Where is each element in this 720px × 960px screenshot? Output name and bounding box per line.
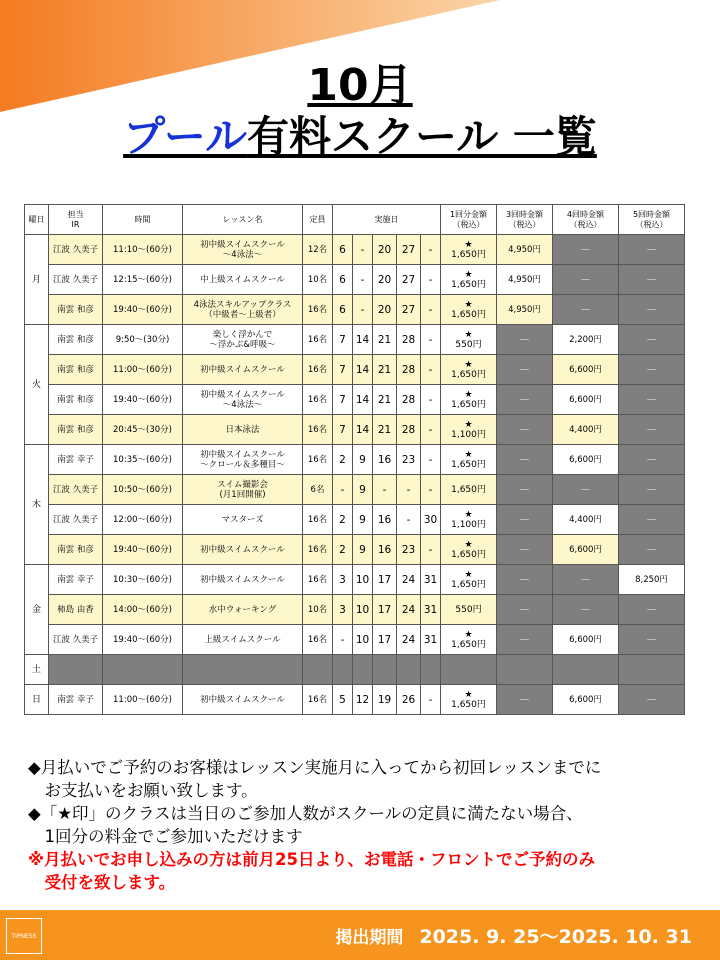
day-cell: 土 <box>25 655 49 685</box>
time-cell: 19:40～(60分) <box>103 295 183 325</box>
note-line: お支払いをお願い致します。 <box>28 781 258 800</box>
instructor-cell: 江波 久美子 <box>49 265 103 295</box>
table-row <box>25 655 685 685</box>
date-cell: 10 <box>353 625 373 655</box>
price-1-cell: ★ 1,650円 <box>441 625 497 655</box>
date-cell: - <box>333 475 353 505</box>
price-1-cell: ★ 1,650円 <box>441 535 497 565</box>
table-row <box>25 475 685 505</box>
price-3-cell: － <box>497 415 553 445</box>
date-cell: 6 <box>333 295 353 325</box>
time-cell: 19:40～(60分) <box>103 535 183 565</box>
date-cell: 31 <box>421 625 441 655</box>
date-cell: 17 <box>373 565 397 595</box>
capacity-cell: 12名 <box>303 235 333 265</box>
note-line: ◆月払いでご予約のお客様はレッスン実施月に入ってから初回レッスンまでに <box>28 758 602 777</box>
date-cell: 2 <box>333 535 353 565</box>
table-row <box>25 565 685 595</box>
date-cell: - <box>353 295 373 325</box>
instructor-cell: 江波 久美子 <box>49 505 103 535</box>
capacity-cell: 16名 <box>303 295 333 325</box>
price-5-cell: － <box>619 595 685 625</box>
day-cell: 月 <box>25 235 49 325</box>
date-cell: 28 <box>397 355 421 385</box>
date-cell: 21 <box>373 385 397 415</box>
date-cell: - <box>421 475 441 505</box>
date-cell: 2 <box>333 505 353 535</box>
price-5-cell: － <box>619 625 685 655</box>
price-4-cell: － <box>553 595 619 625</box>
date-cell: 31 <box>421 595 441 625</box>
date-cell: - <box>333 625 353 655</box>
capacity-cell: 16名 <box>303 415 333 445</box>
date-cell: - <box>421 385 441 415</box>
table-row <box>25 685 685 715</box>
table-row <box>25 535 685 565</box>
table-row <box>25 355 685 385</box>
price-4-cell: － <box>553 235 619 265</box>
header-instructor: 担当 IR <box>49 205 103 235</box>
date-cell: 27 <box>397 295 421 325</box>
date-cell: 16 <box>373 535 397 565</box>
date-cell: 24 <box>397 565 421 595</box>
lesson-name-cell: 上級スイムスクール <box>183 625 303 655</box>
time-cell: 20:45～(30分) <box>103 415 183 445</box>
header-price-4: 4回時金額 （税込） <box>553 205 619 235</box>
day-cell: 火 <box>25 325 49 445</box>
empty-cell <box>373 655 397 685</box>
date-cell: - <box>421 445 441 475</box>
price-3-cell: － <box>497 565 553 595</box>
price-4-cell: 6,600円 <box>553 625 619 655</box>
capacity-cell: 10名 <box>303 595 333 625</box>
notes <box>28 756 708 894</box>
price-3-cell: － <box>497 535 553 565</box>
table-row <box>25 325 685 355</box>
date-cell: 9 <box>353 445 373 475</box>
price-3-cell: － <box>497 475 553 505</box>
empty-cell <box>421 655 441 685</box>
price-5-cell: － <box>619 505 685 535</box>
header-time: 時間 <box>103 205 183 235</box>
date-cell: 5 <box>333 685 353 715</box>
date-cell: 12 <box>353 685 373 715</box>
date-cell: 21 <box>373 325 397 355</box>
date-cell: 19 <box>373 685 397 715</box>
lesson-name-cell: スイム撮影会 (月1回開催) <box>183 475 303 505</box>
date-cell: 24 <box>397 595 421 625</box>
date-cell: 10 <box>353 595 373 625</box>
price-4-cell: 6,600円 <box>553 355 619 385</box>
title-month: 10月 <box>307 60 413 111</box>
price-1-cell: ★ 1,650円 <box>441 565 497 595</box>
posting-period-dates: 2025. 9. 25～2025. 10. 31 <box>419 926 692 948</box>
empty-cell <box>553 655 619 685</box>
capacity-cell: 16名 <box>303 385 333 415</box>
date-cell: 16 <box>373 505 397 535</box>
instructor-cell: 南雲 幸子 <box>49 565 103 595</box>
date-cell: 7 <box>333 385 353 415</box>
price-3-cell: － <box>497 355 553 385</box>
header-lesson: レッスン名 <box>183 205 303 235</box>
table-row <box>25 235 685 265</box>
table-row <box>25 295 685 325</box>
header-price-3: 3回時金額 （税込） <box>497 205 553 235</box>
empty-cell <box>333 655 353 685</box>
date-cell: 2 <box>333 445 353 475</box>
date-cell: 23 <box>397 445 421 475</box>
price-5-cell: － <box>619 415 685 445</box>
instructor-cell: 江波 久美子 <box>49 235 103 265</box>
header-dates: 実施日 <box>333 205 441 235</box>
lesson-name-cell: 初中級スイムスクール ～クロール＆多種目～ <box>183 445 303 475</box>
time-cell: 19:40～(60分) <box>103 385 183 415</box>
date-cell: 6 <box>333 265 353 295</box>
instructor-cell: 江波 久美子 <box>49 475 103 505</box>
price-5-cell: － <box>619 445 685 475</box>
time-cell: 11:00～(60分) <box>103 355 183 385</box>
capacity-cell: 16名 <box>303 685 333 715</box>
date-cell: 9 <box>353 475 373 505</box>
price-5-cell: － <box>619 685 685 715</box>
lesson-name-cell: マスターズ <box>183 505 303 535</box>
time-cell: 19:40～(60分) <box>103 625 183 655</box>
price-4-cell: 6,600円 <box>553 445 619 475</box>
empty-cell <box>353 655 373 685</box>
empty-cell <box>497 655 553 685</box>
instructor-cell: 南雲 和彦 <box>49 415 103 445</box>
capacity-cell: 16名 <box>303 565 333 595</box>
empty-cell <box>441 655 497 685</box>
red-note-line: ※月払いでお申し込みの方は前月25日より、お電話・フロントでご予約のみ <box>28 850 596 869</box>
capacity-cell: 10名 <box>303 265 333 295</box>
lesson-name-cell: 初中級スイムスクール <box>183 685 303 715</box>
instructor-cell: 南雲 和彦 <box>49 535 103 565</box>
date-cell: 7 <box>333 325 353 355</box>
header-day: 曜日 <box>25 205 49 235</box>
date-cell: 28 <box>397 415 421 445</box>
posting-period <box>335 922 692 949</box>
tipness-logo: TIPNESS <box>6 918 42 954</box>
price-1-cell: ★ 550円 <box>441 325 497 355</box>
lesson-name-cell: 楽しく浮かんで ～浮かぶ&呼吸～ <box>183 325 303 355</box>
table-row <box>25 445 685 475</box>
table-row <box>25 595 685 625</box>
date-cell: 3 <box>333 595 353 625</box>
capacity-cell: 16名 <box>303 445 333 475</box>
time-cell: 9:50～(30分) <box>103 325 183 355</box>
date-cell: 7 <box>333 415 353 445</box>
date-cell: 17 <box>373 625 397 655</box>
price-3-cell: 4,950円 <box>497 265 553 295</box>
date-cell: - <box>421 325 441 355</box>
lesson-name-cell: 中上級スイムスクール <box>183 265 303 295</box>
lesson-name-cell: 水中ウォーキング <box>183 595 303 625</box>
lesson-name-cell: 初中級スイムスクール <box>183 565 303 595</box>
day-cell: 木 <box>25 445 49 565</box>
footer-bar <box>0 910 720 960</box>
price-1-cell: 550円 <box>441 595 497 625</box>
date-cell: 16 <box>373 445 397 475</box>
date-cell: 14 <box>353 325 373 355</box>
lesson-name-cell: 4泳法スキルアップクラス （中級者～上級者） <box>183 295 303 325</box>
note-line: ◆「★印」のクラスは当日のご参加人数がスクールの定員に満たない場合、 <box>28 804 583 823</box>
price-4-cell: 2,200円 <box>553 325 619 355</box>
date-cell: - <box>353 235 373 265</box>
date-cell: 26 <box>397 685 421 715</box>
date-cell: - <box>397 505 421 535</box>
date-cell: 17 <box>373 595 397 625</box>
capacity-cell: 6名 <box>303 475 333 505</box>
time-cell: 11:00～(60分) <box>103 685 183 715</box>
table-row <box>25 265 685 295</box>
header-price-5: 5回時金額 （税込） <box>619 205 685 235</box>
lesson-name-cell: 日本泳法 <box>183 415 303 445</box>
price-3-cell: － <box>497 505 553 535</box>
date-cell: - <box>397 475 421 505</box>
empty-cell <box>183 655 303 685</box>
date-cell: 3 <box>333 565 353 595</box>
instructor-cell: 南雲 和彦 <box>49 325 103 355</box>
date-cell: 14 <box>353 415 373 445</box>
price-5-cell: － <box>619 325 685 355</box>
price-4-cell: 4,400円 <box>553 505 619 535</box>
price-4-cell: 6,600円 <box>553 385 619 415</box>
date-cell: 9 <box>353 505 373 535</box>
page-title <box>0 110 720 164</box>
title-pool: プール <box>123 112 248 161</box>
date-cell: - <box>421 355 441 385</box>
price-4-cell: － <box>553 565 619 595</box>
lesson-name-cell: 初中級スイムスクール ～4泳法～ <box>183 385 303 415</box>
date-cell: 31 <box>421 565 441 595</box>
price-5-cell: － <box>619 355 685 385</box>
posting-period-label: 掲出期間 <box>335 928 404 948</box>
empty-cell <box>303 655 333 685</box>
price-3-cell: － <box>497 385 553 415</box>
price-1-cell: ★ 1,650円 <box>441 265 497 295</box>
table-row <box>25 625 685 655</box>
date-cell: 14 <box>353 385 373 415</box>
header-capacity: 定員 <box>303 205 333 235</box>
price-4-cell: 6,600円 <box>553 685 619 715</box>
time-cell: 10:50～(60分) <box>103 475 183 505</box>
date-cell: 21 <box>373 415 397 445</box>
table-row <box>25 385 685 415</box>
price-5-cell: 8,250円 <box>619 565 685 595</box>
date-cell: - <box>421 265 441 295</box>
price-4-cell: 4,400円 <box>553 415 619 445</box>
date-cell: 28 <box>397 385 421 415</box>
time-cell: 10:30～(60分) <box>103 565 183 595</box>
schedule-body <box>25 235 685 715</box>
instructor-cell: 南雲 幸子 <box>49 445 103 475</box>
schedule-table <box>24 204 685 715</box>
price-1-cell: ★ 1,650円 <box>441 445 497 475</box>
date-cell: 10 <box>353 565 373 595</box>
lesson-name-cell: 初中級スイムスクール <box>183 355 303 385</box>
date-cell: 20 <box>373 295 397 325</box>
time-cell: 10:35～(60分) <box>103 445 183 475</box>
day-cell: 日 <box>25 685 49 715</box>
date-cell: 6 <box>333 235 353 265</box>
date-cell: 20 <box>373 235 397 265</box>
date-cell: 21 <box>373 355 397 385</box>
price-3-cell: － <box>497 325 553 355</box>
instructor-cell: 江波 久美子 <box>49 625 103 655</box>
price-5-cell: － <box>619 385 685 415</box>
price-3-cell: － <box>497 595 553 625</box>
date-cell: - <box>421 685 441 715</box>
lesson-name-cell: 初中級スイムスクール ～4泳法～ <box>183 235 303 265</box>
capacity-cell: 16名 <box>303 505 333 535</box>
title-rest: 有料スクール 一覧 <box>247 112 597 161</box>
price-3-cell: － <box>497 685 553 715</box>
price-1-cell: ★ 1,100円 <box>441 505 497 535</box>
date-cell: 24 <box>397 625 421 655</box>
price-4-cell: － <box>553 295 619 325</box>
date-cell: - <box>421 535 441 565</box>
date-cell: 28 <box>397 325 421 355</box>
date-cell: 27 <box>397 235 421 265</box>
time-cell: 11:10～(60分) <box>103 235 183 265</box>
date-cell: - <box>353 265 373 295</box>
capacity-cell: 16名 <box>303 355 333 385</box>
time-cell: 14:00～(60分) <box>103 595 183 625</box>
instructor-cell: 南雲 和彦 <box>49 355 103 385</box>
price-5-cell: － <box>619 475 685 505</box>
date-cell: - <box>421 235 441 265</box>
price-5-cell: － <box>619 265 685 295</box>
empty-cell <box>397 655 421 685</box>
date-cell: 23 <box>397 535 421 565</box>
price-5-cell: － <box>619 535 685 565</box>
table-row <box>25 505 685 535</box>
capacity-cell: 16名 <box>303 535 333 565</box>
price-3-cell: 4,950円 <box>497 295 553 325</box>
time-cell: 12:00～(60分) <box>103 505 183 535</box>
price-1-cell: ★ 1,650円 <box>441 685 497 715</box>
price-3-cell: 4,950円 <box>497 235 553 265</box>
empty-cell <box>103 655 183 685</box>
date-cell: 27 <box>397 265 421 295</box>
price-1-cell: ★ 1,100円 <box>441 415 497 445</box>
lesson-name-cell: 初中級スイムスクール <box>183 535 303 565</box>
date-cell: 7 <box>333 355 353 385</box>
price-1-cell: ★ 1,650円 <box>441 355 497 385</box>
empty-cell <box>619 655 685 685</box>
instructor-cell: 柿島 由香 <box>49 595 103 625</box>
price-1-cell: ★ 1,650円 <box>441 295 497 325</box>
price-1-cell: ★ 1,650円 <box>441 235 497 265</box>
day-cell: 金 <box>25 565 49 655</box>
red-note-line: 受付を致します。 <box>28 873 176 892</box>
price-5-cell: － <box>619 295 685 325</box>
date-cell: - <box>421 415 441 445</box>
date-cell: - <box>373 475 397 505</box>
price-3-cell: － <box>497 625 553 655</box>
instructor-cell: 南雲 和彦 <box>49 385 103 415</box>
instructor-cell: 南雲 幸子 <box>49 685 103 715</box>
instructor-cell: 南雲 和彦 <box>49 295 103 325</box>
table-row <box>25 415 685 445</box>
time-cell: 12:15～(60分) <box>103 265 183 295</box>
note-line: 1回分の料金でご参加いただけます <box>28 827 303 846</box>
price-1-cell: ★ 1,650円 <box>441 385 497 415</box>
header-row <box>25 205 685 235</box>
price-4-cell: － <box>553 265 619 295</box>
price-4-cell: 6,600円 <box>553 535 619 565</box>
capacity-cell: 16名 <box>303 625 333 655</box>
date-cell: 30 <box>421 505 441 535</box>
date-cell: - <box>421 295 441 325</box>
header-price-1: 1回分金額 （税込） <box>441 205 497 235</box>
date-cell: 14 <box>353 355 373 385</box>
date-cell: 20 <box>373 265 397 295</box>
capacity-cell: 16名 <box>303 325 333 355</box>
date-cell: 9 <box>353 535 373 565</box>
price-5-cell: － <box>619 235 685 265</box>
empty-cell <box>49 655 103 685</box>
price-4-cell: － <box>553 475 619 505</box>
price-3-cell: － <box>497 445 553 475</box>
price-1-cell: 1,650円 <box>441 475 497 505</box>
